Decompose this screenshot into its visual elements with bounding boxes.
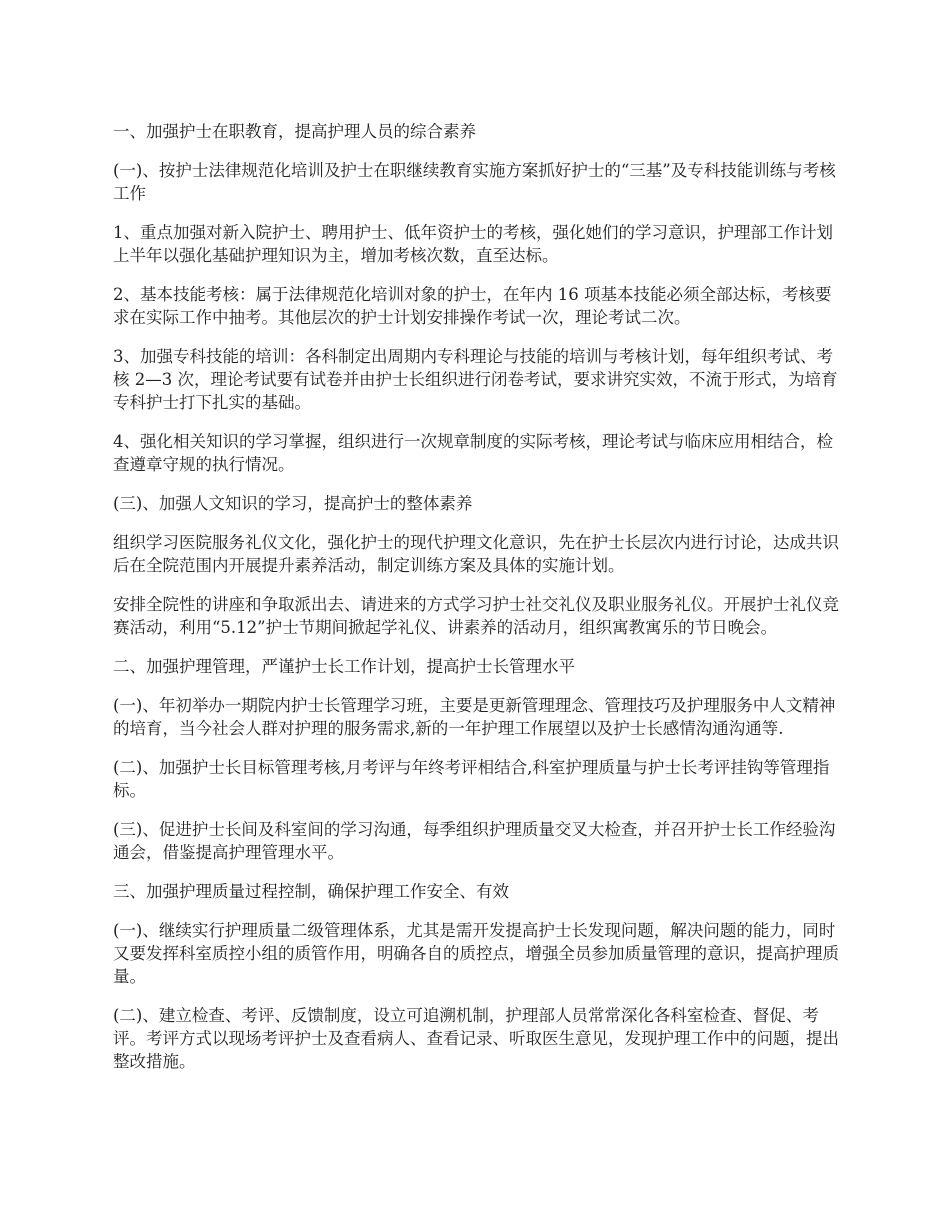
- paragraph-2-2: (二)、加强护士长目标管理考核,月考评与年终考评相结合,科室护理质量与护士长考评挂钩等管理指标。: [113, 758, 830, 800]
- paragraph-3-1: (一)、继续实行护理质量二级管理体系，尤其是需开发提高护士长发现问题，解决问题的能力，同时又要发挥科室质控小组的质管作用，明确各自的质控点，增强全员参加质量管理的意识，提高护理质量。: [113, 921, 839, 986]
- section-heading-2: 二、加强护理管理，严谨护士长工作计划，提高护士长管理水平: [113, 657, 575, 676]
- section-heading-1: 一、加强护士在职教育，提高护理人员的综合素养: [113, 122, 476, 141]
- document-body: [113, 120, 843, 1089]
- paragraph-item-4: 4、强化相关知识的学习掌握，组织进行一次规章制度的实际考核，理论考试与临床应用相结合，检查遵章守规的执行情况。: [113, 432, 833, 474]
- paragraph-3-2: (二)、建立检查、考评、反馈制度，设立可追溯机制，护理部人员常常深化各科室检查、督促、考评。考评方式以现场考评护士及查看病人、查看记录、听取医生意见，发现护理工作中的问题，提出整改措施。: [113, 1006, 839, 1071]
- paragraph-2-1: (一)、年初举办一期院内护士长管理学习班，主要是更新管理理念、管理技巧及护理服务中人文精神的培育，当今社会人群对护理的服务需求,新的一年护理工作展望以及护士长感情沟通沟通等.: [113, 696, 836, 738]
- paragraph-item-1: 1、重点加强对新入院护士、聘用护士、低年资护士的考核，强化她们的学习意识，护理部工作计划上半年以强化基础护理知识为主，增加考核次数，直至达标。: [113, 223, 833, 265]
- subsection-heading-1-3: (三)、加强人文知识的学习，提高护士的整体素养: [113, 494, 473, 513]
- paragraph-2-3: (三)、促进护士长间及科室间的学习沟通，每季组织护理质量交叉大检查，并召开护士长工作经验沟通会，借鉴提高护理管理水平。: [113, 820, 836, 862]
- paragraph-etiquette-lectures: 安排全院性的讲座和争取派出去、请进来的方式学习护士社交礼仪及职业服务礼仪。开展护士礼仪竞赛活动，利用“5.12”护士节期间掀起学礼仪、讲素养的活动月，组织寓教寓乐的节日晚会。: [113, 595, 839, 637]
- paragraph-etiquette-study: 组织学习医院服务礼仪文化，强化护士的现代护理文化意识，先在护士长层次内进行讨论，达成共识后在全院范围内开展提升素养活动，制定训练方案及具体的实施计划。: [113, 533, 839, 575]
- paragraph-item-3: 3、加强专科技能的培训：各科制定出周期内专科理论与技能的培训与考核计划，每年组织考试、考核 2—3 次，理论考试要有试卷并由护士长组织进行闭卷考试，要求讲究实效，不流于形式，为培育专科护士打下扎实的基础。: [113, 347, 838, 412]
- subsection-heading-1-1: (一)、按护士法律规范化培训及护士在职继续教育实施方案抓好护士的“三基”及专科技能训练与考核工作: [113, 161, 836, 203]
- section-heading-3: 三、加强护理质量过程控制，确保护理工作安全、有效: [113, 882, 509, 901]
- paragraph-item-2: 2、基本技能考核：属于法律规范化培训对象的护士，在年内 16 项基本技能必须全部达标，考核要求在实际工作中抽考。其他层次的护士计划安排操作考试一次，理论考试二次。: [113, 285, 832, 327]
